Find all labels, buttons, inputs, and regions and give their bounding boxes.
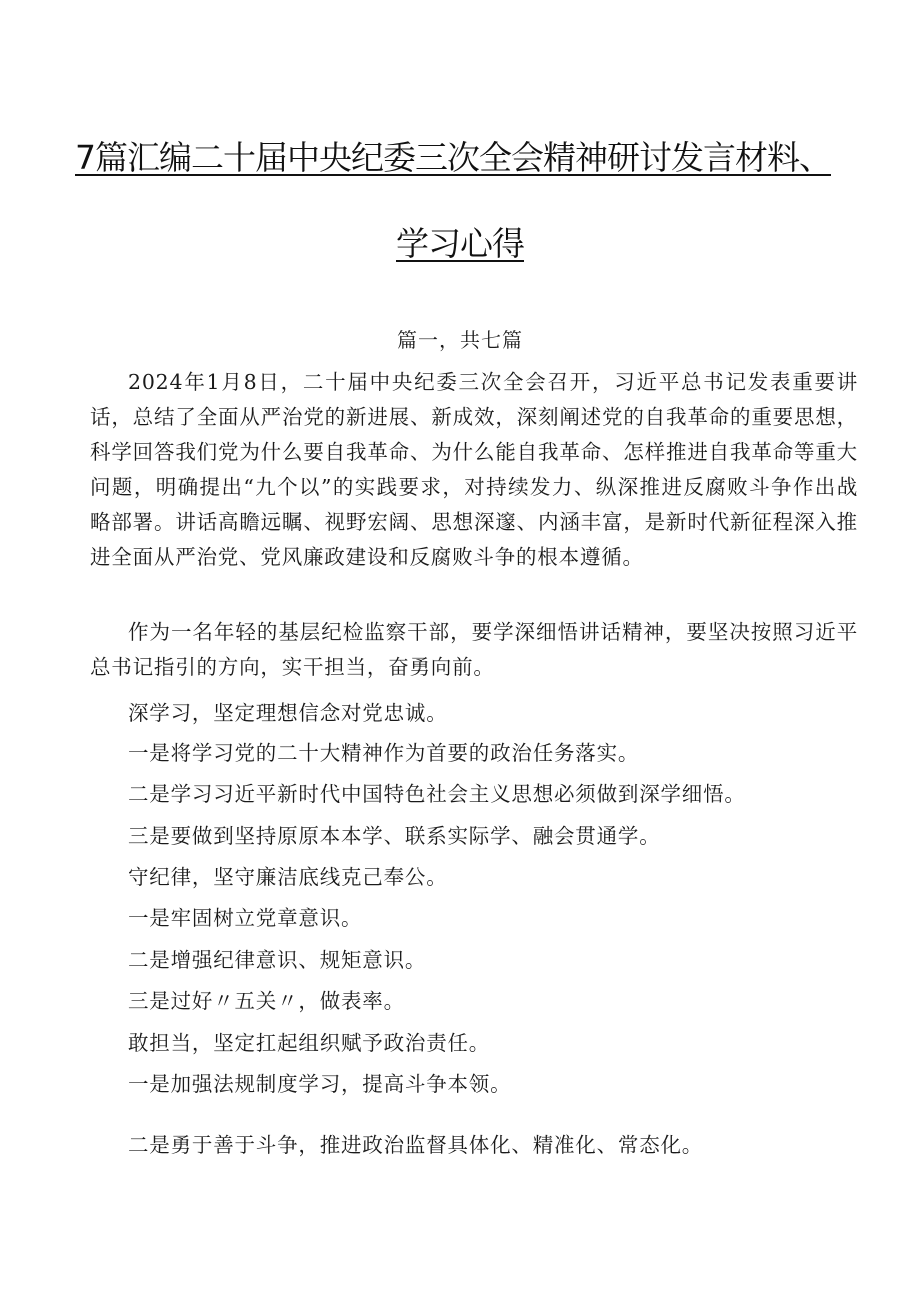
body-paragraph-1: 2024年1月8日，二十届中央纪委三次全会召开，习近平总书记发表重要讲话，总结了全面从严治党的新进展、新成效，深刻阐述党的自我革命的重要思想，科学回答我们党为什么要自我革命、为什么能自我革命、怎样推进自我革命等重大问题，明确提出“九个以”的实践要求，对持续发力、纵深推进反腐败斗争作出战略部署。讲话高瞻远瞩、视野宏阔、思想深邃、内涵丰富，是新时代新征程深入推进全面从严治党、党风廉政建设和反腐败斗争的根本遵循。 (90, 370, 858, 569)
body-line-10: 一是加强法规制度学习，提高斗争本领。 (128, 1072, 512, 1096)
body-line-2: 一是将学习党的二十大精神作为首要的政治任务落实。 (128, 741, 640, 765)
body-line-1: 深学习，坚定理想信念对党忠诚。 (128, 701, 448, 725)
body-paragraph-2: 作为一名年轻的基层纪检监察干部，要学深细悟讲话精神，要坚决按照习近平总书记指引的方向，实干担当，奋勇向前。 (90, 620, 858, 679)
body-line-8: 三是过好〃五关〃，做表率。 (128, 989, 405, 1013)
body-line-11: 二是勇于善于斗争，推进政治监督具体化、精准化、常态化。 (128, 1133, 704, 1157)
body-line-7: 二是增强纪律意识、规矩意识。 (128, 948, 427, 972)
document-title-line-2: 学习心得 (396, 224, 524, 263)
document-title-line-1: 7篇汇编二十届中央纪委三次全会精神研讨发言材料、 (75, 138, 831, 177)
body-line-6: 一是牢固树立党章意识。 (128, 906, 363, 930)
body-line-9: 敢担当，坚定扛起组织赋予政治责任。 (128, 1031, 491, 1055)
body-line-4: 三是要做到坚持原原本本学、联系实际学、融会贯通学。 (128, 824, 661, 848)
section-heading: 篇一，共七篇 (397, 328, 523, 352)
body-line-5: 守纪律，坚守廉洁底线克己奉公。 (128, 865, 448, 889)
body-line-3: 二是学习习近平新时代中国特色社会主义思想必须做到深学细悟。 (128, 782, 746, 806)
